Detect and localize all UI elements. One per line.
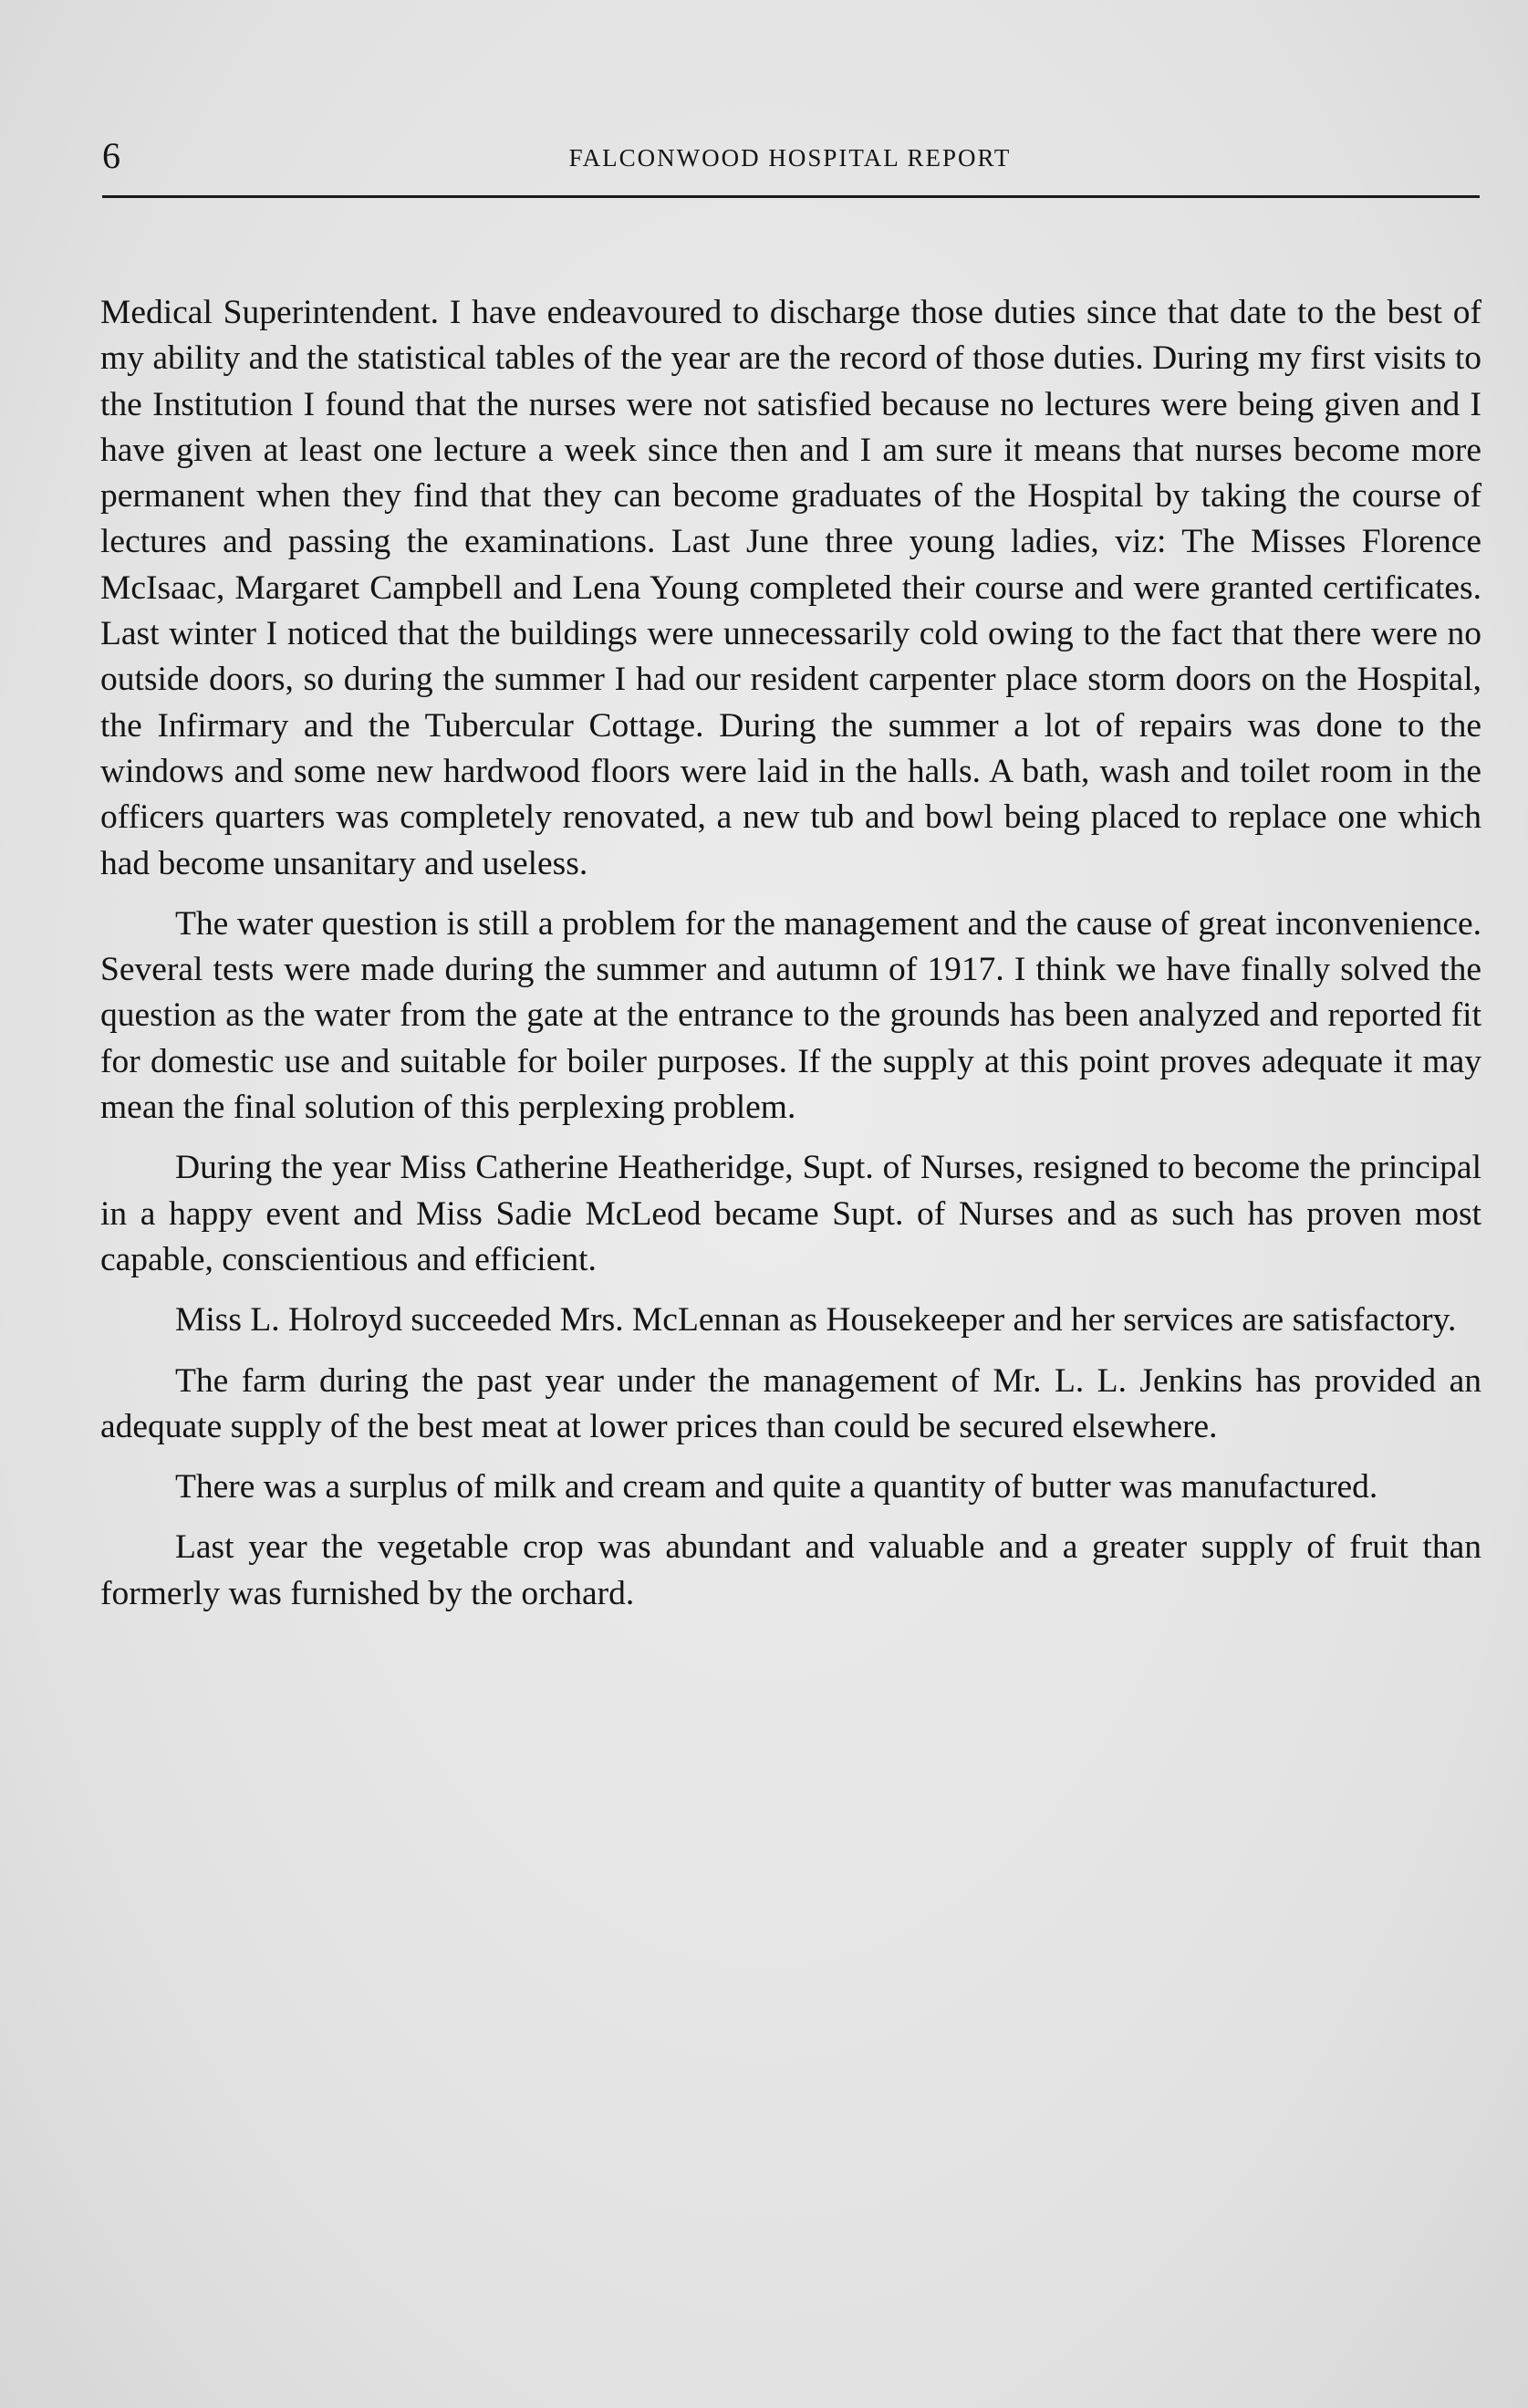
paragraph-6: There was a surplus of milk and cream and quite a quantity of butter was manufactured. <box>175 1468 1378 1506</box>
paragraph-1: Medical Superintendent. I have endeavoured to discharge those duties since that date to the best of my ability and the statistical tables of the year are the record of those duties. During my first visits to the Institution I found that the nurses were not satisfied because no lectures were being given and I have given at least one lecture a week since then and I am sure it means that nurses become more permanent when they find that they can become graduates of the Hospital by taking the course of lectures and passing the examinations. Last June three young ladies, viz: The Misses Florence McIsaac, Margaret Campbell and Lena Young completed their course and were granted certificates. Last winter I noticed that the buildings were unnecessarily cold owing to the fact that there were no outside doors, so during the summer I had our resident carpenter place storm doors on the Hospital, the Infirmary and the Tubercular Cottage. During the summer a lot of repairs was done to the windows and some new hardwood floors were laid in the halls. A bath, wash and toilet room in the officers quarters was completely renovated, a new tub and bowl being placed to replace one which had become unsanitary and useless. <box>100 294 1481 882</box>
paragraph-2: The water question is still a problem for the management and the cause of great inconvenience. Several tests were made during the summer and autumn of 1917. I think we have finally solved the question as the water from the gate at the entrance to the grounds has been analyzed and reported fit for domestic use and suitable for boiler purposes. If the supply at this point proves adequate it may mean the final solution of this perplexing problem. <box>100 904 1481 1127</box>
page-header <box>100 133 1480 179</box>
paragraph-4: Miss L. Holroyd succeeded Mrs. McLennan as Housekeeper and her services are satisfactory. <box>175 1301 1457 1340</box>
paragraph-3: During the year Miss Catherine Heatheridge, Supt. of Nurses, resigned to become the principal in a happy event and Miss Sadie McLeod became Supt. of Nurses and as such has proven most capable, conscientious and efficient. <box>100 1149 1481 1278</box>
running-head: FALCONWOOD HOSPITAL REPORT <box>568 144 1012 172</box>
body-text <box>100 290 1481 1617</box>
page-number: 6 <box>102 135 120 176</box>
paragraph-5: The farm during the past year under the management of Mr. L. L. Jenkins has provided an adequate supply of the best meat at lower prices than could be secured elsewhere. <box>100 1361 1481 1445</box>
header-rule <box>102 195 1480 198</box>
paragraph-7: Last year the vegetable crop was abundant and valuable and a greater supply of fruit than formerly was furnished by the orchard. <box>100 1528 1481 1612</box>
